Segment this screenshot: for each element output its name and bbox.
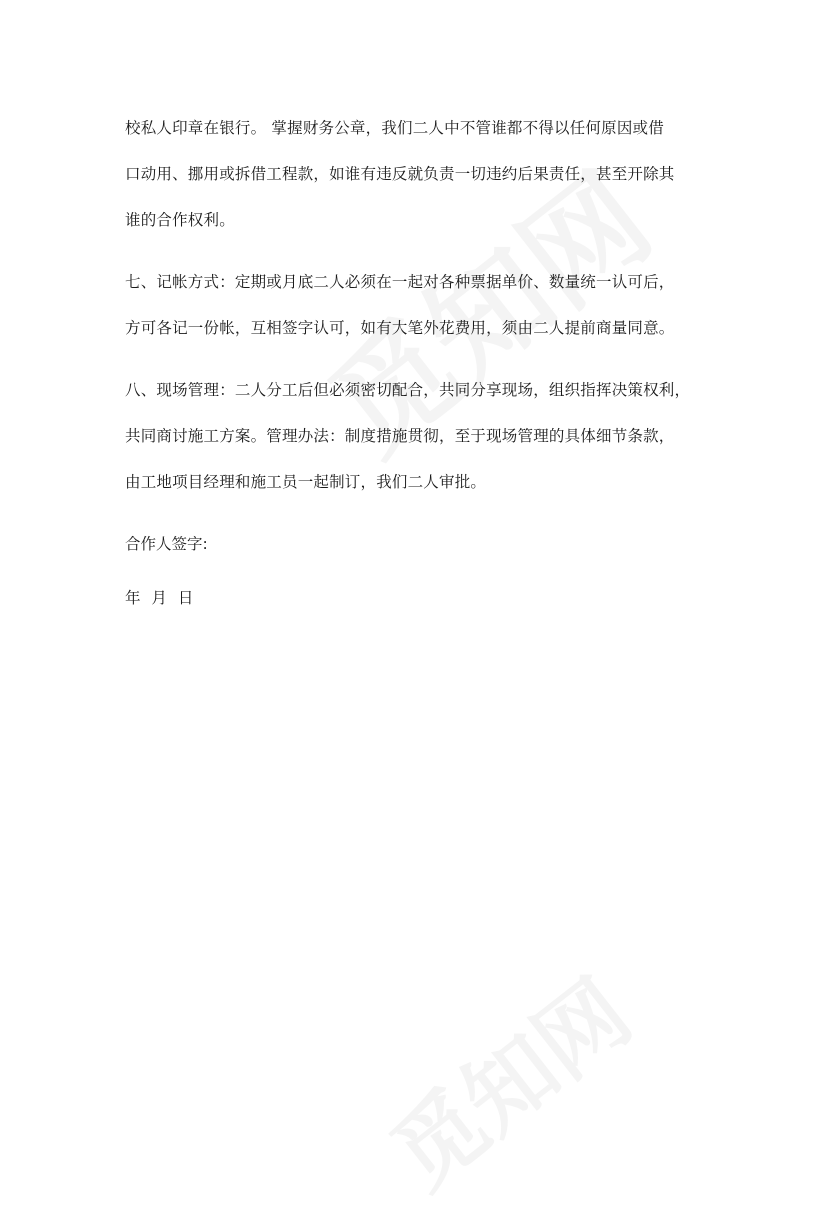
paragraph-line: 八、现场管理：二人分工后但必须密切配合，共同分享现场，组织指挥决策权利， bbox=[125, 381, 691, 399]
paragraph-line: 谁的合作权利。 bbox=[125, 211, 235, 229]
paragraph-line: 口动用、挪用或拆借工程款，如谁有违反就负责一切违约后果责任，甚至开除其 bbox=[125, 165, 675, 183]
paragraph-line: 共同商讨施工方案。管理办法：制度措施贯彻，至于现场管理的具体细节条款， bbox=[125, 427, 675, 445]
watermark-bottom bbox=[360, 944, 653, 1212]
paragraph-bookkeeping bbox=[125, 259, 715, 351]
paragraph-line: 七、记帐方式：定期或月底二人必须在一起对各种票据单价、数量统一认可后， bbox=[125, 273, 675, 291]
paragraph-finance bbox=[125, 105, 715, 243]
paragraph-site-management bbox=[125, 367, 715, 505]
document-body bbox=[125, 105, 715, 621]
signature-label: 合作人签字: bbox=[125, 535, 208, 553]
paragraph-line: 校私人印章在银行。 掌握财务公章，我们二人中不管谁都不得以任何原因或借 bbox=[125, 119, 664, 137]
paragraph-line: 由工地项目经理和施工员一起制订，我们二人审批。 bbox=[125, 473, 487, 491]
date-line: 年 月 日 bbox=[125, 589, 194, 607]
paragraph-line: 方可各记一份帐，互相签字认可，如有大笔外花费用，须由二人提前商量同意。 bbox=[125, 319, 675, 337]
